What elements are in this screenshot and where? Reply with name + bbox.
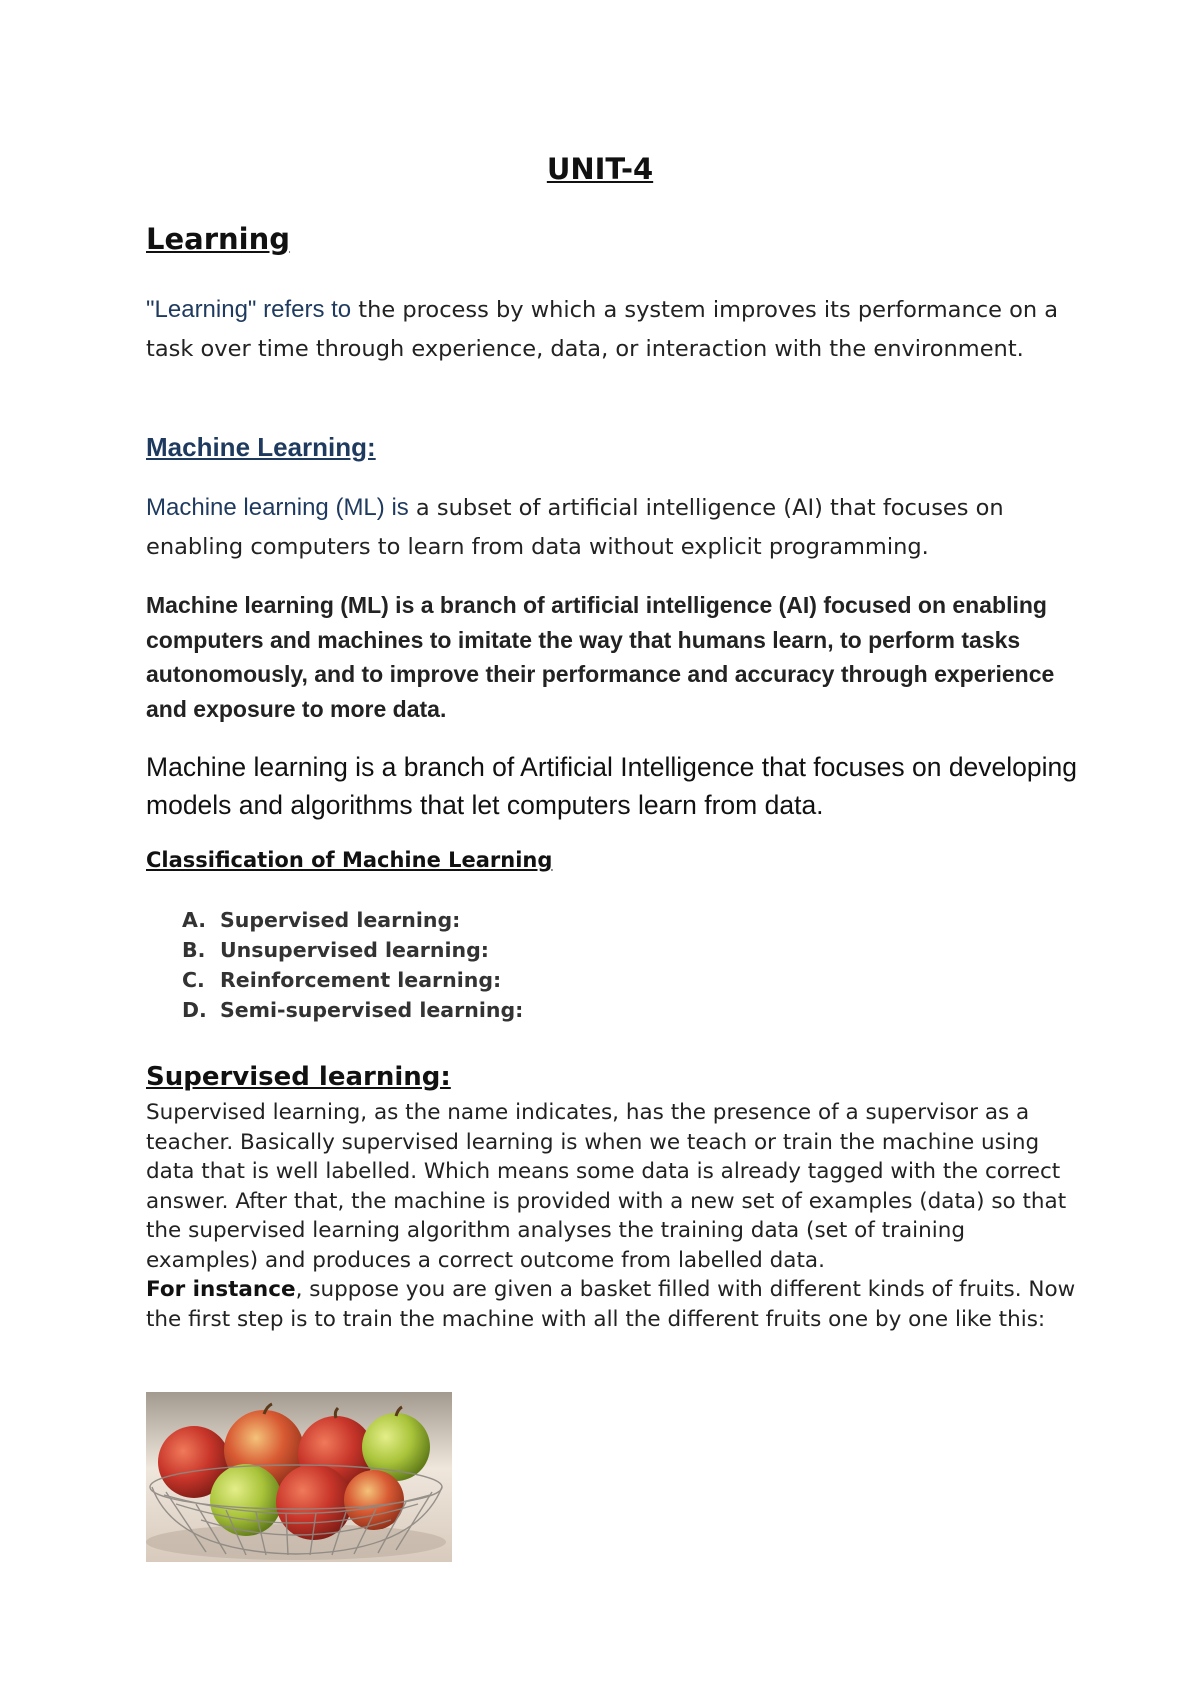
learning-heading: Learning <box>146 222 291 256</box>
list-item <box>146 995 523 1025</box>
ml-definition-3: Machine learning is a branch of Artificial Intelligence that focuses on developing models and algorithms that let computers learn from data. <box>146 752 1078 820</box>
learning-definition-lead: "Learning" refers to <box>146 296 352 323</box>
instance-lead: For instance <box>146 1277 296 1302</box>
machine-learning-heading: Machine Learning: <box>146 432 376 462</box>
supervised-learning-paragraph: Supervised learning, as the name indicates, has the presence of a supervisor as a teacher. Basically supervised learning is when we teach or train the machine using data that is well labelled. Which means some data is already tagged with the correct answer. After that, the machine is provided with a new set of examples (data) so that the supervised learning algorithm analyses the training data (set of training examples) and produces a correct outcome from labelled data. <box>146 1100 1067 1273</box>
list-letter: B. <box>182 938 206 962</box>
list-letter: C. <box>182 968 205 992</box>
learning-definition <box>146 290 1076 369</box>
ml-definition-1-text: a subset of artificial intelligence (AI) that focuses on enabling computers to learn from data without explicit programming. <box>146 495 1004 560</box>
list-item <box>146 935 523 965</box>
list-letter: D. <box>182 998 207 1022</box>
list-label: Supervised learning: <box>220 908 461 932</box>
list-label: Unsupervised learning: <box>220 938 489 962</box>
supervised-learning-text <box>146 1098 1076 1334</box>
learning-definition-text: the process by which a system improves its performance on a task over time through experience, data, or interaction with the environment. <box>146 297 1059 362</box>
list-letter: A. <box>182 908 207 932</box>
instance-text: , suppose you are given a basket filled with different kinds of fruits. Now the first step is to train the machine with all the different fruits one by one like this: <box>146 1277 1076 1332</box>
list-label: Reinforcement learning: <box>220 968 502 992</box>
ml-definition-1 <box>146 488 1076 567</box>
ml-definition-1-lead: Machine learning (ML) is <box>146 494 409 521</box>
apple-basket-image <box>146 1392 452 1562</box>
ml-definition-2: Machine learning (ML) is a branch of artificial intelligence (AI) focused on enabling computers and machines to imitate the way that humans learn, to perform tasks autonomously, and to improve their performance and accuracy through experience and exposure to more data. <box>146 592 1055 722</box>
list-item <box>146 965 523 995</box>
classification-list <box>146 905 523 1025</box>
list-label: Semi-supervised learning: <box>220 998 524 1022</box>
supervised-learning-heading: Supervised learning: <box>146 1062 451 1092</box>
unit-title: UNIT-4 <box>546 152 654 186</box>
list-item <box>146 905 523 935</box>
classification-heading: Classification of Machine Learning <box>146 848 553 872</box>
